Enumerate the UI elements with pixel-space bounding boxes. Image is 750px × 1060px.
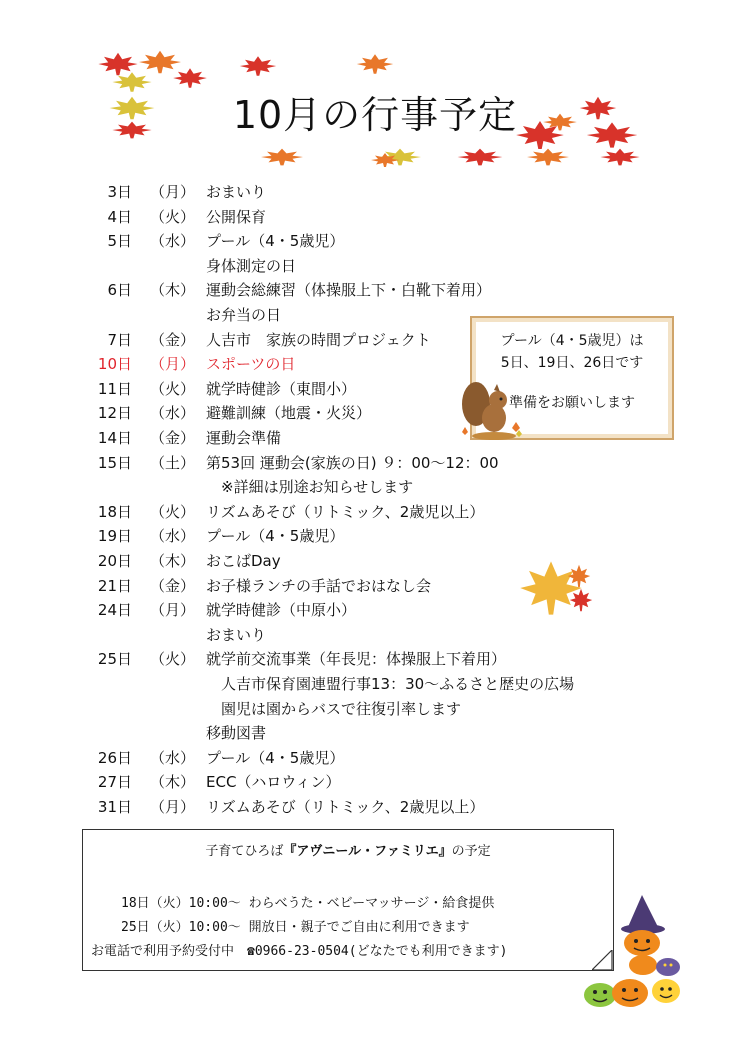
schedule-event: おまいり (206, 183, 267, 201)
schedule-weekday: （月） (150, 183, 196, 201)
maple-leaf-icon (515, 558, 595, 620)
schedule-weekday: （月） (150, 798, 196, 816)
schedule-day: 14日 (97, 429, 132, 447)
maple-leaf-icon (240, 56, 276, 76)
schedule-day: 12日 (97, 404, 132, 423)
schedule-weekday: （火） (150, 502, 196, 521)
schedule-day: 27日 (97, 773, 132, 792)
kosodate-line-2: 25日（火）10:00～ 開放日・親子でご自由に利用できます (121, 920, 470, 935)
schedule-event: 運動会準備 (206, 429, 282, 447)
schedule-event: 運動会総練習（体操服上下・白靴下着用） (206, 281, 492, 300)
schedule-event: おこばDay (206, 552, 281, 570)
notice-line-1: プール（4・5歳児）は (500, 333, 644, 349)
schedule-event: 就学前交流事業（年長児：体操服上下着用） (206, 650, 507, 669)
notice-line-3: 準備をお願いします (509, 395, 635, 411)
pumpkin-icon (584, 930, 680, 1007)
schedule-weekday: （金） (150, 576, 196, 595)
schedule-day: 24日 (97, 601, 132, 620)
schedule-event: 人吉市保育園連盟行事13：30～ふるさと歴史の広場 (206, 675, 575, 693)
page-title: 10月の行事予定 (232, 93, 518, 137)
schedule-day: 19日 (97, 527, 132, 546)
schedule-day: 10日 (97, 355, 132, 374)
kosodate-hiroba-box (82, 829, 614, 971)
schedule-event: 第53回 運動会(家族の日) ９：00～12：00 (206, 453, 499, 472)
schedule-day: 20日 (97, 552, 132, 570)
schedule-day: 6日 (107, 281, 132, 300)
schedule-event: プール（4・5歳児） (206, 748, 345, 767)
schedule-day: 25日 (97, 650, 132, 669)
title-prefix: 子育てひろば (205, 844, 284, 859)
schedule-weekday: （火） (150, 650, 196, 669)
schedule-event: おまいり (206, 625, 267, 644)
schedule-event: ECC（ハロウィン） (206, 773, 341, 792)
schedule-weekday: （火） (150, 207, 196, 226)
schedule-day: 26日 (97, 748, 132, 767)
schedule-day: 21日 (97, 576, 132, 595)
schedule-weekday: （水） (150, 748, 196, 767)
schedule-event: お弁当の日 (206, 306, 282, 324)
kosodate-line-3: お電話で利用予約受付中 ☎0966-23-0504(どなたでも利用できます) (91, 944, 508, 959)
schedule-event: ※詳細は別途お知らせします (206, 478, 414, 497)
schedule-weekday: （水） (150, 404, 196, 423)
schedule-event: 公開保育 (206, 207, 267, 226)
schedule-weekday: （月） (150, 601, 196, 620)
schedule-day: 5日 (107, 232, 132, 251)
title-bold: 『アヴニール・ファミリエ』 (283, 844, 452, 859)
schedule-event: 避難訓練（地震・火災） (206, 404, 372, 423)
schedule-event: 人吉市 家族の時間プロジェクト (206, 330, 431, 349)
schedule-weekday: （水） (150, 527, 196, 546)
maple-leaf-icon (261, 149, 303, 166)
pumpkin-group (570, 895, 690, 1015)
schedule-weekday: （土） (150, 453, 196, 472)
maple-leaf-icon (98, 53, 137, 75)
schedule-weekday: （金） (150, 330, 196, 349)
maple-leaf-icon (357, 54, 393, 74)
schedule-event: 就学時健診（中原小） (206, 601, 357, 620)
schedule-weekday: （火） (150, 379, 196, 398)
schedule-day: 31日 (97, 798, 132, 816)
schedule-event: 就学時健診（東間小） (206, 379, 357, 398)
schedule-day: 3日 (107, 183, 132, 201)
schedule-event: 移動図書 (206, 724, 267, 743)
kosodate-title: 子育てひろば『アヴニール・ファミリエ』の予定 (205, 844, 491, 859)
schedule-day: 7日 (107, 330, 132, 349)
schedule-event: スポーツの日 (206, 355, 296, 374)
schedule-day: 11日 (97, 379, 132, 398)
maple-leaf-icon (458, 149, 503, 166)
schedule-event: 園児は園からバスで往復引率します (206, 699, 462, 718)
schedule-weekday: （木） (150, 552, 196, 570)
schedule-weekday: （木） (150, 773, 196, 792)
schedule-day: 18日 (97, 502, 132, 521)
witch-hat-icon (621, 895, 665, 934)
notice-line-2: 5日、19日、26日です (500, 355, 644, 371)
schedule-day: 15日 (97, 453, 132, 472)
squirrel-icon (456, 372, 528, 442)
schedule-event: お子様ランチの手話でおはなし会 (206, 576, 432, 595)
schedule-event: リズムあそび（リトミック、2歳児以上） (206, 798, 485, 816)
maple-leaf-icon (600, 149, 639, 166)
maple-leaf-icon (527, 149, 569, 166)
schedule-weekday: （水） (150, 232, 196, 251)
schedule-event: プール（4・5歳児） (206, 527, 345, 546)
schedule-weekday: （木） (150, 281, 196, 300)
schedule-event: プール（4・5歳児） (206, 232, 345, 251)
kosodate-line-1: 18日（火）10:00～ わらべうた・ベビーマッサージ・給食提供 (121, 896, 495, 911)
schedule-event: リズムあそび（リトミック、2歳児以上） (206, 502, 485, 521)
schedule-weekday: （金） (150, 429, 196, 447)
schedule-weekday: （月） (150, 355, 196, 374)
maple-leaf-icon (139, 51, 181, 73)
schedule-event: 身体測定の日 (206, 256, 297, 275)
schedule-day: 4日 (107, 207, 132, 226)
